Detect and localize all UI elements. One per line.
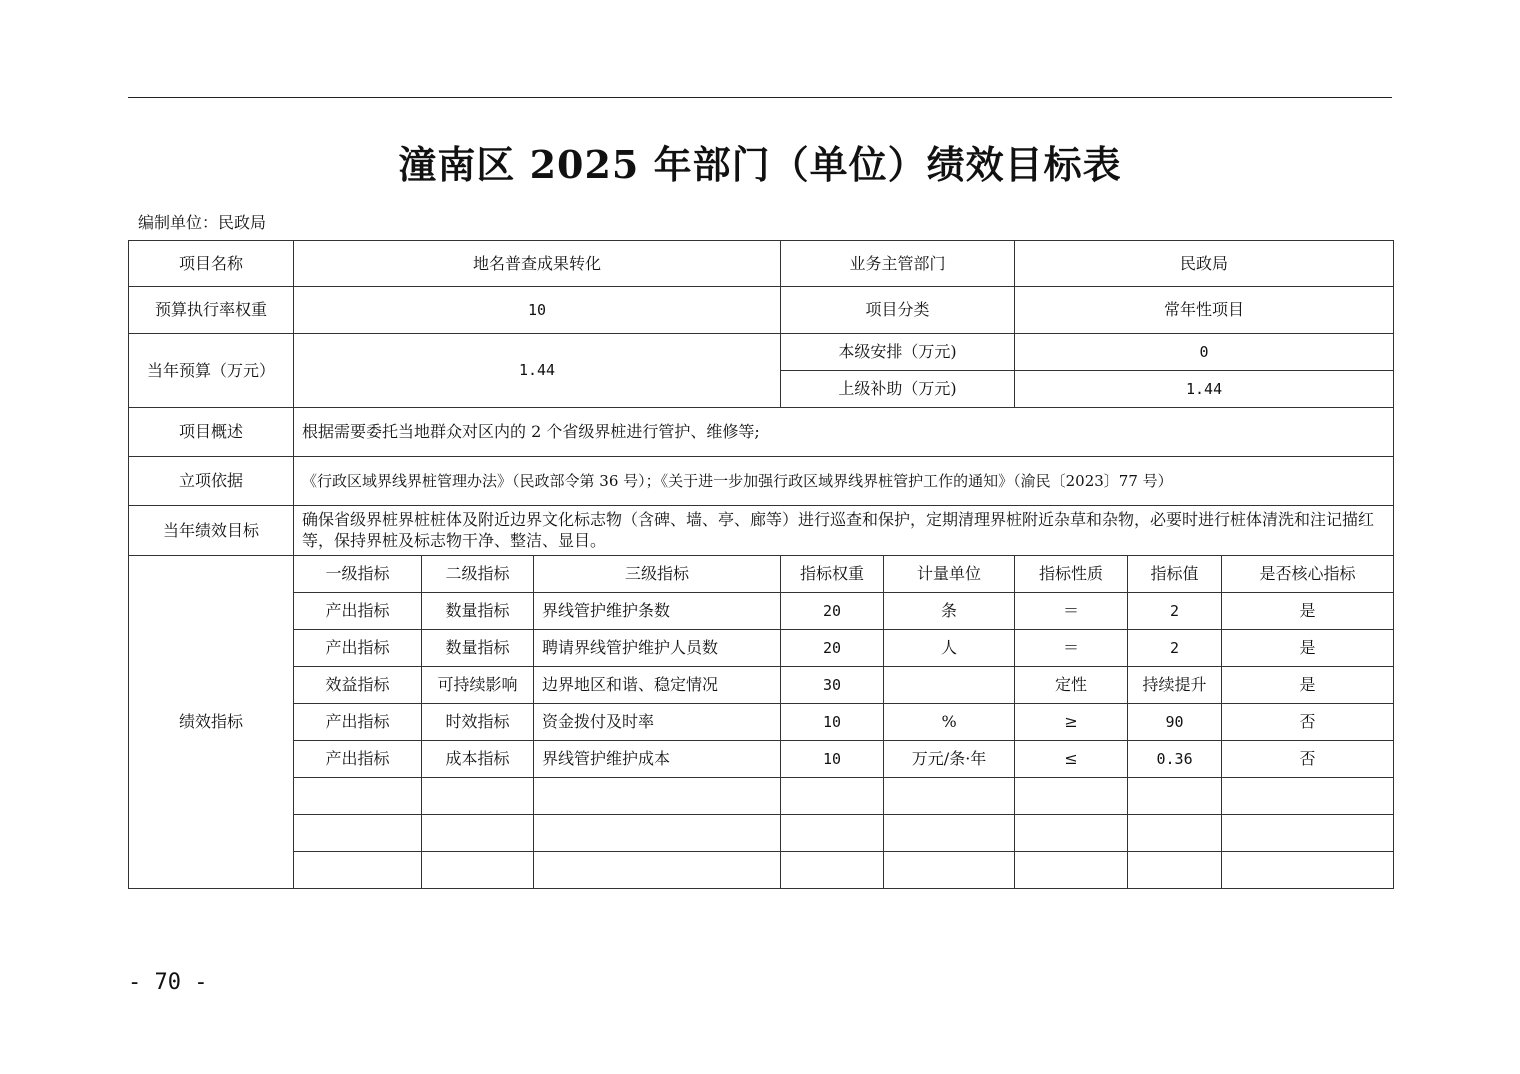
level1-cell: 效益指标 bbox=[294, 667, 422, 704]
weight-cell: 20 bbox=[781, 630, 884, 667]
row-budget bbox=[129, 334, 1394, 371]
header-unit: 计量单位 bbox=[884, 556, 1015, 593]
category-label: 项目分类 bbox=[781, 287, 1015, 334]
row-goal bbox=[129, 506, 1394, 556]
unit-cell: 人 bbox=[884, 630, 1015, 667]
subsidy-value: 1.44 bbox=[1015, 371, 1394, 408]
table-row bbox=[129, 704, 1394, 741]
header-weight: 指标权重 bbox=[781, 556, 884, 593]
level2-cell: 数量指标 bbox=[422, 593, 534, 630]
nature-cell: ≥ bbox=[1015, 704, 1128, 741]
row-overview bbox=[129, 408, 1394, 457]
weight-cell: 30 bbox=[781, 667, 884, 704]
weight-cell: 20 bbox=[781, 593, 884, 630]
value-cell: 2 bbox=[1128, 593, 1222, 630]
performance-table bbox=[128, 240, 1394, 889]
unit-cell: % bbox=[884, 704, 1015, 741]
weight-label: 预算执行率权重 bbox=[129, 287, 294, 334]
level3-cell: 界线管护维护条数 bbox=[534, 593, 781, 630]
level3-cell: 边界地区和谐、稳定情况 bbox=[534, 667, 781, 704]
core-cell: 是 bbox=[1222, 630, 1394, 667]
row-weight bbox=[129, 287, 1394, 334]
core-cell: 是 bbox=[1222, 667, 1394, 704]
overview-label: 项目概述 bbox=[129, 408, 294, 457]
level2-cell: 成本指标 bbox=[422, 741, 534, 778]
page-title: 潼南区 2025 年部门（单位）绩效目标表 bbox=[398, 142, 1122, 187]
page-number: - 70 - bbox=[128, 970, 208, 995]
level3-cell: 资金拨付及时率 bbox=[534, 704, 781, 741]
header-level1: 一级指标 bbox=[294, 556, 422, 593]
category-value: 常年性项目 bbox=[1015, 287, 1394, 334]
core-cell: 否 bbox=[1222, 704, 1394, 741]
value-cell: 2 bbox=[1128, 630, 1222, 667]
compiling-unit: 编制单位：民政局 bbox=[138, 213, 267, 232]
nature-cell: ≤ bbox=[1015, 741, 1128, 778]
local-value: 0 bbox=[1015, 334, 1394, 371]
weight-cell: 10 bbox=[781, 704, 884, 741]
value-cell: 持续提升 bbox=[1128, 667, 1222, 704]
indicator-header-row bbox=[129, 556, 1394, 593]
basis-value: 《行政区域界线界桩管理办法》（民政部令第 36 号）；《关于进一步加强行政区域界线界桩管护工作的通知》（渝民〔2023〕77 号） bbox=[294, 457, 1394, 506]
header-core: 是否核心指标 bbox=[1222, 556, 1394, 593]
value-cell: 0.36 bbox=[1128, 741, 1222, 778]
level3-cell: 界线管护维护成本 bbox=[534, 741, 781, 778]
level1-cell: 产出指标 bbox=[294, 704, 422, 741]
level3-cell: 聘请界线管护维护人员数 bbox=[534, 630, 781, 667]
header-level2: 二级指标 bbox=[422, 556, 534, 593]
basis-label: 立项依据 bbox=[129, 457, 294, 506]
header-level3: 三级指标 bbox=[534, 556, 781, 593]
subsidy-label: 上级补助（万元) bbox=[781, 371, 1015, 408]
row-basis bbox=[129, 457, 1394, 506]
table-row bbox=[129, 593, 1394, 630]
value-cell: 90 bbox=[1128, 704, 1222, 741]
unit-cell: 条 bbox=[884, 593, 1015, 630]
dept-value: 民政局 bbox=[1015, 241, 1394, 287]
unit-cell: 万元/条·年 bbox=[884, 741, 1015, 778]
unit-cell bbox=[884, 667, 1015, 704]
level1-cell: 产出指标 bbox=[294, 741, 422, 778]
row-project-name bbox=[129, 241, 1394, 287]
empty-row bbox=[129, 815, 1394, 852]
empty-row bbox=[129, 852, 1394, 889]
overview-value: 根据需要委托当地群众对区内的 2 个省级界桩进行管护、维修等; bbox=[294, 408, 1394, 457]
core-cell: 否 bbox=[1222, 741, 1394, 778]
local-label: 本级安排（万元) bbox=[781, 334, 1015, 371]
project-name-value: 地名普查成果转化 bbox=[294, 241, 781, 287]
table-row bbox=[129, 667, 1394, 704]
weight-value: 10 bbox=[294, 287, 781, 334]
header-nature: 指标性质 bbox=[1015, 556, 1128, 593]
budget-value: 1.44 bbox=[294, 334, 781, 408]
core-cell: 是 bbox=[1222, 593, 1394, 630]
nature-cell: ＝ bbox=[1015, 630, 1128, 667]
empty-row bbox=[129, 778, 1394, 815]
level2-cell: 数量指标 bbox=[422, 630, 534, 667]
level2-cell: 可持续影响 bbox=[422, 667, 534, 704]
budget-label: 当年预算（万元） bbox=[129, 334, 294, 408]
level2-cell: 时效指标 bbox=[422, 704, 534, 741]
goal-label: 当年绩效目标 bbox=[129, 506, 294, 556]
table-row bbox=[129, 741, 1394, 778]
project-name-label: 项目名称 bbox=[129, 241, 294, 287]
header-value: 指标值 bbox=[1128, 556, 1222, 593]
table-row bbox=[129, 630, 1394, 667]
nature-cell: ＝ bbox=[1015, 593, 1128, 630]
indicators-section-label: 绩效指标 bbox=[129, 556, 294, 889]
nature-cell: 定性 bbox=[1015, 667, 1128, 704]
level1-cell: 产出指标 bbox=[294, 630, 422, 667]
level1-cell: 产出指标 bbox=[294, 593, 422, 630]
goal-value: 确保省级界桩界桩桩体及附近边界文化标志物（含碑、墙、亭、廊等）进行巡查和保护，定期清理界桩附近杂草和杂物，必要时进行桩体清洗和注记描红等，保持界桩及标志物干净、整洁、显目。 bbox=[294, 506, 1394, 556]
weight-cell: 10 bbox=[781, 741, 884, 778]
top-rule bbox=[128, 97, 1392, 98]
dept-label: 业务主管部门 bbox=[781, 241, 1015, 287]
